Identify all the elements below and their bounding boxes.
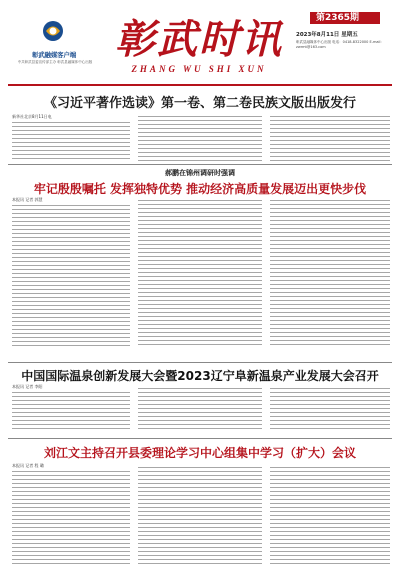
issue-number: 第2365期	[316, 13, 360, 23]
publisher-note: 中共彰武县委宣传部主办 彰武县融媒体中心出版	[17, 60, 93, 64]
lead-byline: 新华社北京8月11日电	[12, 114, 52, 119]
media-logo-icon	[42, 20, 64, 42]
masthead-divider	[8, 84, 392, 86]
section-divider	[8, 438, 392, 439]
article3-headline: 中国国际温泉创新发展大会暨2023辽宁阜新温泉产业发展大会召开	[21, 369, 379, 383]
article3-byline: 本报讯 记者 李阳	[12, 384, 43, 389]
lead-text-col1	[12, 122, 130, 162]
contact-info: 彰武县融媒体中心出版 电话：0418-8322000 E-mail：zwrmt@163.com	[296, 40, 384, 49]
section-divider	[8, 164, 392, 165]
masthead	[0, 0, 400, 80]
article2-byline: 本报讯 记者 郭慧	[12, 197, 43, 202]
article3-text-col1	[12, 392, 130, 432]
article4-text-col2	[138, 467, 262, 565]
section-divider	[8, 362, 392, 363]
article2-kicker: 郝鹏在锦州调研时强调	[165, 169, 235, 177]
article3-text-col3	[270, 388, 390, 432]
article2-text-col1	[12, 205, 130, 347]
lead-text-col2	[138, 116, 262, 162]
article4-headline: 刘江文主持召开县委理论学习中心组集中学习（扩大）会议	[43, 446, 356, 460]
article2-headline: 牢记殷殷嘱托 发挥独特优势 推动经济高质量发展迈出更快步伐	[33, 182, 367, 196]
logo-caption: 彰武融媒客户端	[31, 51, 77, 59]
lead-text-col3	[270, 116, 390, 162]
article2-text-col2	[138, 200, 262, 347]
article4-byline: 本报讯 记者 程 璐	[12, 463, 44, 468]
article4-text-col1	[12, 471, 130, 565]
article3-text-col2	[138, 388, 262, 432]
article4-text-col3	[270, 467, 390, 565]
issue-date: 2023年8月11日 星期五	[296, 32, 358, 38]
newspaper-title: 彰武时讯	[115, 16, 283, 63]
lead-headline: 《习近平著作选读》第一卷、第二卷民族文版出版发行	[43, 96, 356, 111]
newspaper-title-pinyin: ZHANG WU SHI XUN	[131, 64, 267, 74]
article2-text-col3	[270, 200, 390, 347]
